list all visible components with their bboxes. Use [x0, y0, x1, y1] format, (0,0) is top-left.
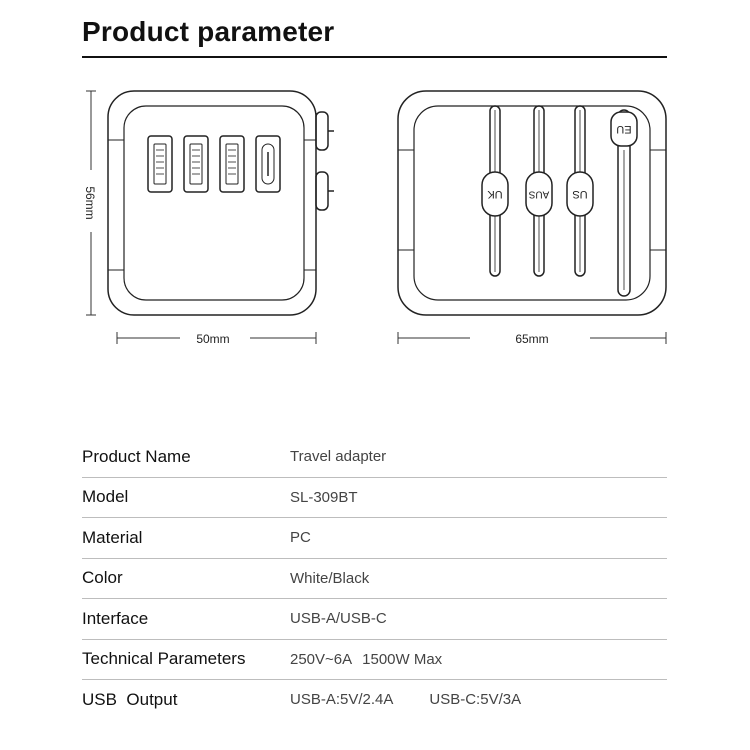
spec-table	[82, 437, 667, 720]
eu-plug-slider	[611, 110, 637, 296]
plug-label-us: US	[572, 188, 588, 201]
table-row	[82, 599, 667, 640]
usb-a-port-icon	[148, 136, 172, 192]
title-divider	[82, 56, 667, 58]
front-view-drawing	[108, 91, 334, 315]
spec-value: USB-A/USB-C	[290, 599, 667, 640]
usb-c-port-icon	[256, 136, 280, 192]
spec-label: Color	[82, 558, 290, 599]
spec-value-cell	[290, 639, 667, 680]
product-dimension-diagram	[0, 80, 750, 380]
spec-value: USB-A:5V/2.4A	[290, 691, 394, 709]
plug-label-aus: AUS	[528, 188, 550, 200]
spec-label: Material	[82, 518, 290, 559]
spec-value-secondary: USB-C:5V/3A	[429, 691, 522, 709]
front-width-label: 50mm	[196, 332, 230, 346]
spec-value: White/Black	[290, 558, 667, 599]
height-label: 56mm	[83, 186, 97, 220]
usb-a-port-icon	[184, 136, 208, 192]
spec-value: 250V~6A	[290, 650, 353, 668]
spec-value-cell	[290, 680, 667, 720]
table-row	[82, 477, 667, 518]
table-row	[82, 518, 667, 559]
spec-value: PC	[290, 518, 667, 559]
side-width-label: 65mm	[515, 332, 549, 346]
page-title: Product parameter	[82, 16, 335, 47]
table-row	[82, 437, 667, 477]
spec-label: USB Output	[82, 689, 178, 709]
spec-label: Technical Parameters	[82, 639, 290, 680]
spec-label: Product Name	[82, 437, 290, 477]
table-row	[82, 680, 667, 720]
plug-label-eu: EU	[616, 123, 632, 136]
spec-value: Travel adapter	[290, 437, 667, 477]
table-row	[82, 639, 667, 680]
plug-label-uk: UK	[487, 188, 503, 201]
table-row	[82, 558, 667, 599]
spec-label: Interface	[82, 599, 290, 640]
usb-a-port-icon	[220, 136, 244, 192]
spec-value: SL-309BT	[290, 477, 667, 518]
spec-value-secondary: 1500W Max	[362, 650, 443, 668]
spec-label: Model	[82, 477, 290, 518]
